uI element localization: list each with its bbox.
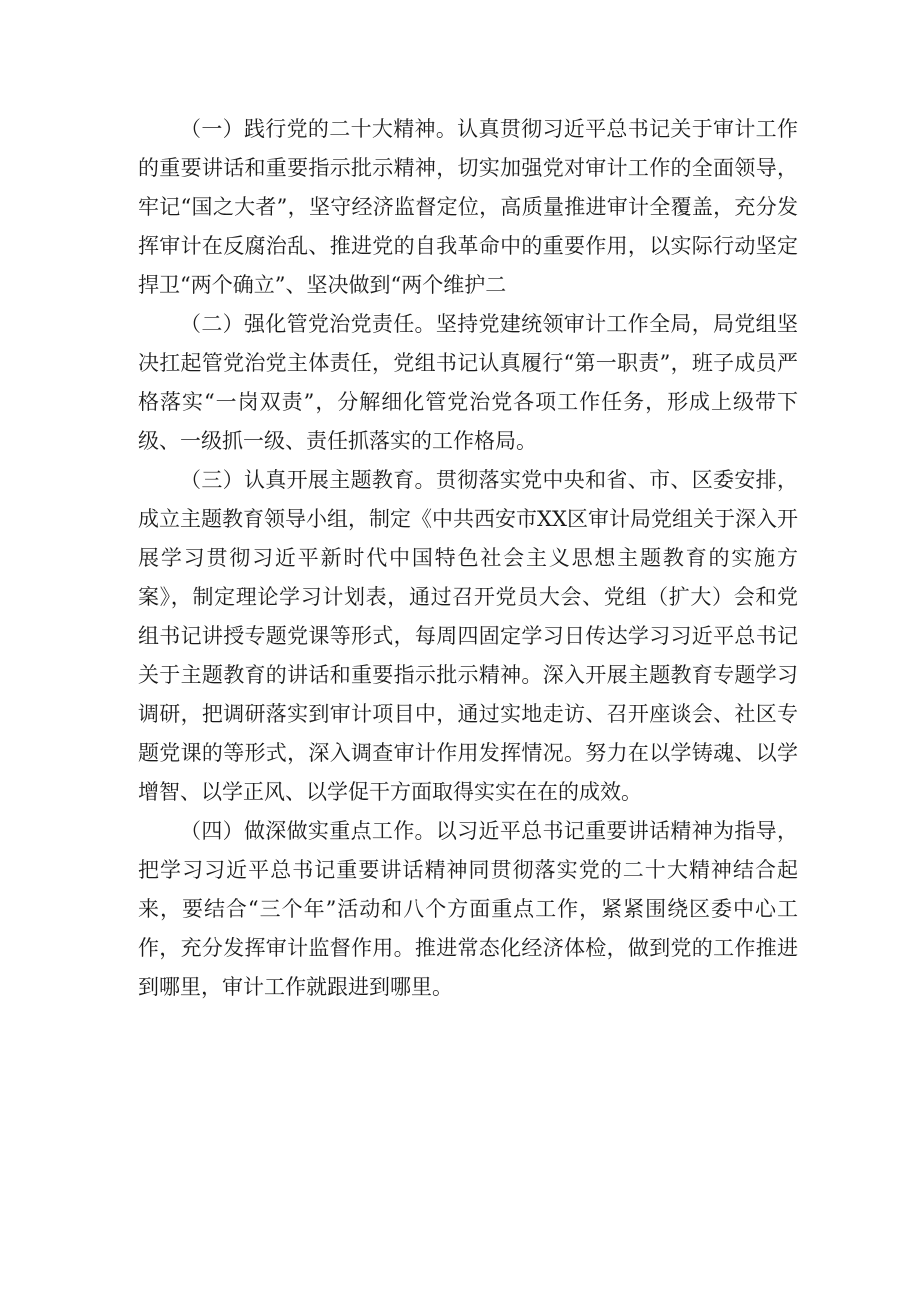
document-body xyxy=(138,110,798,1007)
paragraph-key-work: （四）做深做实重点工作。以习近平总书记重要讲话精神为指导，把学习习近平总书记重要讲话精神同贯彻落实党的二十大精神结合起来，要结合“三个年”活动和八个方面重点工作，紧紧围绕区委中心工作，充分发挥审计监督作用。推进常态化经济体检，做到党的工作推进到哪里，审计工作就跟进到哪里。 xyxy=(138,819,798,999)
paragraph-party-congress-spirit: （一）践行党的二十大精神。认真贯彻习近平总书记关于审计工作的重要讲话和重要指示批示精神，切实加强党对审计工作的全面领导，牢记“国之大者”，坚守经济监督定位，高质量推进审计全覆盖，充分发挥审计在反腐治乱、推进党的自我革命中的重要作用，以实际行动坚定捍卫“两个确立”、坚决做到“两个维护二 xyxy=(138,117,798,297)
paragraph-party-governance-responsibility: （二）强化管党治党责任。坚持党建统领审计工作全局，局党组坚决扛起管党治党主体责任，党组书记认真履行“第一职责”，班子成员严格落实“一岗双责”，分解细化管党治党各项工作任务，形成上级带下级、一级抓一级、责任抓落实的工作格局。 xyxy=(138,312,798,453)
paragraph-theme-education: （三）认真开展主题教育。贯彻落实党中央和省、市、区委安排，成立主题教育领导小组，制定《中共西安市XX区审计局党组关于深入开展学习贯彻习近平新时代中国特色社会主义思想主题教育的实施方案》，制定理论学习计划表，通过召开党员大会、党组（扩大）会和党组书记讲授专题党课等形式，每周四固定学习日传达学习习近平总书记关于主题教育的讲话和重要指示批示精神。深入开展主题教育专题学习调研，把调研落实到审计项目中，通过实地走访、召开座谈会、社区专题党课的等形式，深入调查审计作用发挥情况。努力在以学铸魂、以学增智、以学正风、以学促干方面取得实实在在的成效。 xyxy=(138,468,798,804)
